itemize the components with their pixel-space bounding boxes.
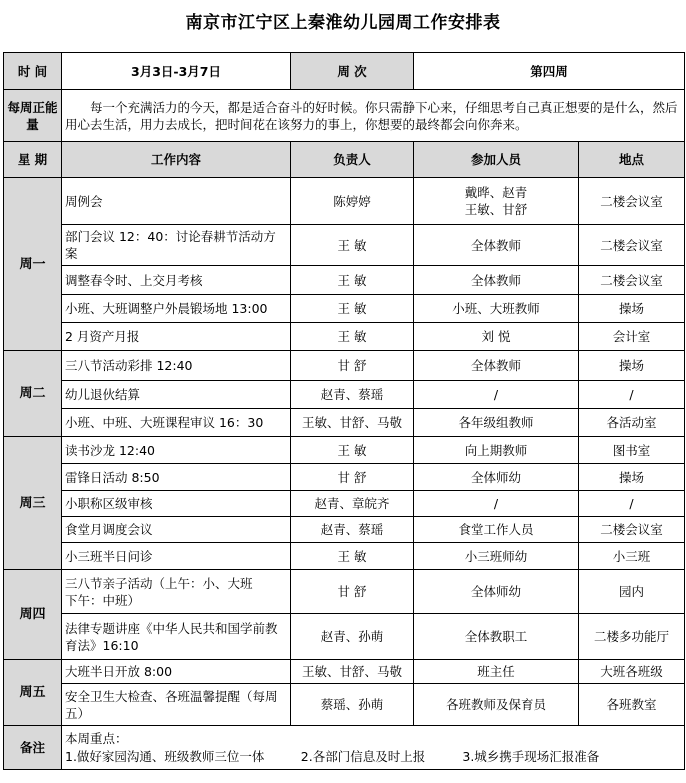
table-row — [4, 266, 685, 295]
notes-item: 1.做好家园沟通、班级教师三位一体 — [65, 748, 265, 764]
owner-cell: 王 敏 — [291, 225, 414, 266]
work-content-cell: 调整春令时、上交月考核 — [62, 266, 291, 295]
location-cell: 园内 — [579, 570, 685, 614]
owner-cell: 甘 舒 — [291, 570, 414, 614]
table-row — [4, 409, 685, 437]
owner-cell: 王 敏 — [291, 437, 414, 464]
participants-cell: / — [414, 491, 579, 517]
column-day: 星 期 — [4, 142, 62, 178]
participants-cell: 全体教师 — [414, 351, 579, 381]
owner-cell: 陈婷婷 — [291, 178, 414, 225]
week-label: 周 次 — [291, 53, 414, 90]
work-content-cell: 安全卫生大检查、各班温馨提醒（每周五） — [62, 684, 291, 726]
work-content-cell: 部门会议 12：40：讨论春耕节活动方案 — [62, 225, 291, 266]
work-content-cell: 读书沙龙 12:40 — [62, 437, 291, 464]
table-row — [4, 684, 685, 726]
owner-cell: 赵青、蔡瑶 — [291, 517, 414, 543]
work-content-cell: 法律专题讲座《中华人民共和国学前教育法》16:10 — [62, 614, 291, 660]
participants-cell: 各年级组教师 — [414, 409, 579, 437]
page-title: 南京市江宁区上秦淮幼儿园周工作安排表 — [185, 13, 501, 33]
weekday-cell: 周三 — [4, 437, 62, 570]
table-row — [4, 570, 685, 614]
weekday-cell: 周五 — [4, 660, 62, 726]
participants-cell: / — [414, 381, 579, 409]
weekday-cell: 周二 — [4, 351, 62, 437]
participants-cell: 班主任 — [414, 660, 579, 684]
notes-item: 3.城乡携手现场汇报准备 — [462, 748, 600, 764]
work-content-cell: 食堂月调度会议 — [62, 517, 291, 543]
owner-cell: 王敏、甘舒、马敬 — [291, 409, 414, 437]
table-row — [4, 178, 685, 225]
location-cell: 操场 — [579, 464, 685, 491]
location-cell: 操场 — [579, 351, 685, 381]
participants-cell: 全体教师 — [414, 266, 579, 295]
table-row — [4, 381, 685, 409]
participants-cell: 刘 悦 — [414, 323, 579, 351]
participants-cell: 各班教师及保育员 — [414, 684, 579, 726]
owner-cell: 王 敏 — [291, 295, 414, 323]
participants-cell: 全体师幼 — [414, 570, 579, 614]
column-participants: 参加人员 — [414, 142, 579, 178]
column-location: 地点 — [579, 142, 685, 178]
table-row — [4, 295, 685, 323]
location-cell: 操场 — [579, 295, 685, 323]
work-content-cell: 小职称区级审核 — [62, 491, 291, 517]
owner-cell: 赵青、孙萌 — [291, 614, 414, 660]
location-cell: 小三班 — [579, 543, 685, 570]
notes-row — [4, 726, 685, 770]
notes-item: 2.各部门信息及时上报 — [300, 748, 426, 764]
location-cell: 二楼会议室 — [579, 178, 685, 225]
motto-row — [4, 90, 685, 142]
location-cell: / — [579, 381, 685, 409]
column-content: 工作内容 — [62, 142, 291, 178]
work-content-cell: 2 月资产月报 — [62, 323, 291, 351]
participants-cell: 食堂工作人员 — [414, 517, 579, 543]
location-cell: 大班各班级 — [579, 660, 685, 684]
table-row — [4, 225, 685, 266]
participants-cell: 向上期教师 — [414, 437, 579, 464]
owner-cell: 王 敏 — [291, 543, 414, 570]
location-cell: 各班教室 — [579, 684, 685, 726]
location-cell: 会计室 — [579, 323, 685, 351]
location-cell: 图书室 — [579, 437, 685, 464]
work-content-cell: 大班半日开放 8:00 — [62, 660, 291, 684]
week-value: 第四周 — [414, 53, 685, 90]
participants-cell: 小三班师幼 — [414, 543, 579, 570]
owner-cell: 甘 舒 — [291, 464, 414, 491]
participants-cell: 全体教职工 — [414, 614, 579, 660]
work-content-cell: 雷锋日活动 8:50 — [62, 464, 291, 491]
work-content-cell: 周例会 — [62, 178, 291, 225]
location-cell: 二楼会议室 — [579, 225, 685, 266]
location-cell: 二楼多功能厅 — [579, 614, 685, 660]
work-content-cell: 三八节活动彩排 12:40 — [62, 351, 291, 381]
location-cell: / — [579, 491, 685, 517]
table-row — [4, 614, 685, 660]
column-header-row — [4, 142, 685, 178]
location-cell: 各活动室 — [579, 409, 685, 437]
weekday-cell: 周四 — [4, 570, 62, 660]
location-cell: 二楼会议室 — [579, 266, 685, 295]
column-owner: 负责人 — [291, 142, 414, 178]
schedule-table — [3, 52, 685, 770]
table-row — [4, 517, 685, 543]
notes-label: 备注 — [4, 726, 62, 770]
table-row — [4, 437, 685, 464]
location-cell: 二楼会议室 — [579, 517, 685, 543]
owner-cell: 王 敏 — [291, 266, 414, 295]
participants-cell: 全体教师 — [414, 225, 579, 266]
owner-cell: 王 敏 — [291, 323, 414, 351]
notes-heading: 本周重点： — [65, 730, 128, 746]
owner-cell: 甘 舒 — [291, 351, 414, 381]
work-content-cell: 小班、大班调整户外晨锻场地 13:00 — [62, 295, 291, 323]
owner-cell: 王敏、甘舒、马敬 — [291, 660, 414, 684]
owner-cell: 赵青、蔡瑶 — [291, 381, 414, 409]
table-row — [4, 491, 685, 517]
table-row — [4, 660, 685, 684]
weekday-cell: 周一 — [4, 178, 62, 351]
participants-cell: 小班、大班教师 — [414, 295, 579, 323]
participants-cell: 全体师幼 — [414, 464, 579, 491]
time-value: 3月3日-3月7日 — [62, 53, 291, 90]
time-row — [4, 53, 685, 90]
work-content-cell: 小三班半日问诊 — [62, 543, 291, 570]
owner-cell: 蔡瑶、孙萌 — [291, 684, 414, 726]
table-row — [4, 543, 685, 570]
work-content-cell: 幼儿退伙结算 — [62, 381, 291, 409]
table-row — [4, 464, 685, 491]
notes-content — [62, 726, 685, 770]
time-label: 时 间 — [4, 53, 62, 90]
notes-items — [65, 748, 681, 766]
motto-text: 每一个充满活力的今天，都是适合奋斗的好时候。你只需静下心来，仔细思考自己真正想要的是什么，然后用心去生活，用力去成长，把时间花在该努力的事上，你想要的最终都会向你奔来。 — [62, 90, 685, 142]
work-content-cell: 三八节亲子活动（上午：小、大班 下午：中班） — [62, 570, 291, 614]
table-row — [4, 351, 685, 381]
motto-label: 每周正能量 — [4, 90, 62, 142]
table-row — [4, 323, 685, 351]
work-content-cell: 小班、中班、大班课程审议 16：30 — [62, 409, 291, 437]
participants-cell: 戴晔、赵青 王敏、甘舒 — [414, 178, 579, 225]
owner-cell: 赵青、章皖齐 — [291, 491, 414, 517]
